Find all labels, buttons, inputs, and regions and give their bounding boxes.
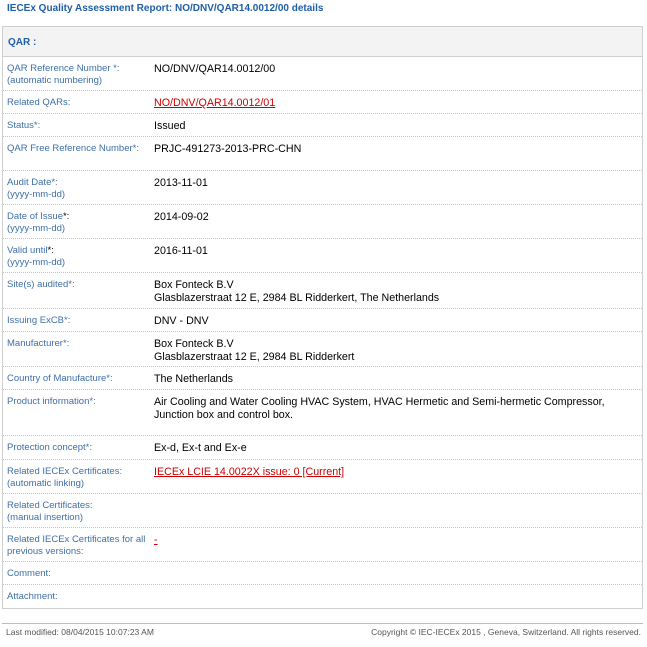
- last-modified: Last modified: 08/04/2015 10:07:23 AM: [6, 627, 154, 637]
- qar-details-table: [2, 26, 643, 609]
- label-valid-until: Valid until: [7, 245, 48, 256]
- value-site-address: Glasblazerstraat 12 E, 2984 BL Ridderkert, The Netherlands: [154, 292, 440, 304]
- label-note-date-of-issue: (yyyy-mm-dd): [7, 222, 66, 234]
- value-free-reference: PRJC-491273-2013-PRC-CHN: [154, 143, 302, 155]
- label-note-valid-until: (yyyy-mm-dd): [7, 256, 66, 268]
- value-country-of-manufacture: The Netherlands: [154, 373, 234, 385]
- row-comment: [3, 562, 642, 585]
- value-audit-date: 2013-11-01: [154, 177, 208, 189]
- value-reference-number: NO/DNV/QAR14.0012/00: [154, 63, 276, 75]
- label-issuing-excb: Issuing ExCB*:: [7, 315, 71, 326]
- row-manufacturer: [3, 332, 642, 367]
- section-heading: QAR :: [3, 27, 642, 57]
- label-free-reference: QAR Free Reference Number*:: [7, 143, 139, 154]
- label-suffix-date-of-issue: *:: [62, 211, 70, 222]
- label-country-of-manufacture: Country of Manufacture*:: [7, 373, 113, 384]
- label-previous-versions: Related IECEx Certificates for all previous versions:: [7, 534, 146, 557]
- value-date-of-issue: 2014-09-02: [154, 211, 209, 223]
- footer-divider: [2, 623, 643, 624]
- value-status: Issued: [154, 120, 186, 132]
- value-site-name: Box Fonteck B.V: [154, 279, 234, 291]
- copyright-notice: Copyright © IEC-IECEx 2015 , Geneva, Switzerland. All rights reserved.: [371, 627, 641, 637]
- row-free-reference: [3, 137, 642, 171]
- label-manufacturer: Manufacturer*:: [7, 338, 70, 349]
- row-country-of-manufacture: [3, 367, 642, 390]
- label-date-of-issue: Date of Issue: [7, 211, 63, 222]
- row-related-qars: [3, 91, 642, 114]
- row-valid-until: [3, 239, 642, 273]
- value-protection-concept: Ex-d, Ex-t and Ex-e: [154, 442, 247, 454]
- value-comment: [150, 562, 642, 584]
- label-product-information: Product information*:: [7, 396, 96, 407]
- label-related-qars: Related QARs:: [7, 97, 71, 108]
- page-title: IECEx Quality Assessment Report: NO/DNV/QAR14.0012/00 details: [7, 3, 324, 14]
- label-note-related-iecex-certificates: (automatic linking): [7, 477, 85, 489]
- label-protection-concept: Protection concept*:: [7, 442, 93, 453]
- label-related-certificates: Related Certificates:: [7, 500, 93, 511]
- row-related-certificates: [3, 494, 642, 528]
- label-note-related-certificates: (manual insertion): [7, 511, 84, 523]
- value-product-information: Air Cooling and Water Cooling HVAC System, HVAC Hermetic and Semi-hermetic Compressor, Junction box and control box.: [154, 396, 605, 421]
- row-protection-concept: [3, 436, 642, 460]
- value-related-certificates: [150, 494, 642, 527]
- label-sites-audited: Site(s) audited*:: [7, 279, 75, 290]
- value-valid-until: 2016-11-01: [154, 245, 208, 257]
- row-status: [3, 114, 642, 137]
- row-date-of-issue: [3, 205, 642, 239]
- row-issuing-excb: [3, 309, 642, 332]
- value-issuing-excb: DNV - DNV: [154, 315, 209, 327]
- label-note-reference-number: (automatic numbering): [7, 74, 103, 86]
- value-attachment: [150, 585, 642, 608]
- label-attachment: Attachment:: [7, 591, 58, 602]
- row-sites-audited: [3, 273, 642, 309]
- row-previous-versions: [3, 528, 642, 562]
- label-note-audit-date: (yyyy-mm-dd): [7, 188, 66, 200]
- value-manufacturer-name: Box Fonteck B.V: [154, 338, 234, 350]
- label-reference-number: QAR Reference Number *:: [7, 63, 120, 74]
- value-manufacturer-address: Glasblazerstraat 12 E, 2984 BL Ridderkert: [154, 351, 355, 363]
- row-related-iecex-certificates: [3, 460, 642, 494]
- label-suffix-valid-until: *:: [47, 245, 54, 256]
- link-iecex-certificate[interactable]: IECEx LCIE 14.0022X issue: 0 [Current]: [154, 466, 345, 478]
- row-reference-number: [3, 57, 642, 91]
- link-previous-versions[interactable]: -: [154, 534, 158, 546]
- label-related-iecex-certificates: Related IECEx Certificates:: [7, 466, 123, 477]
- label-status: Status*:: [7, 120, 41, 131]
- link-related-qar[interactable]: NO/DNV/QAR14.0012/01: [154, 97, 276, 109]
- row-product-information: [3, 390, 642, 436]
- row-attachment: [3, 585, 642, 608]
- label-comment: Comment:: [7, 568, 51, 579]
- label-audit-date: Audit Date*:: [7, 177, 58, 188]
- row-audit-date: [3, 171, 642, 205]
